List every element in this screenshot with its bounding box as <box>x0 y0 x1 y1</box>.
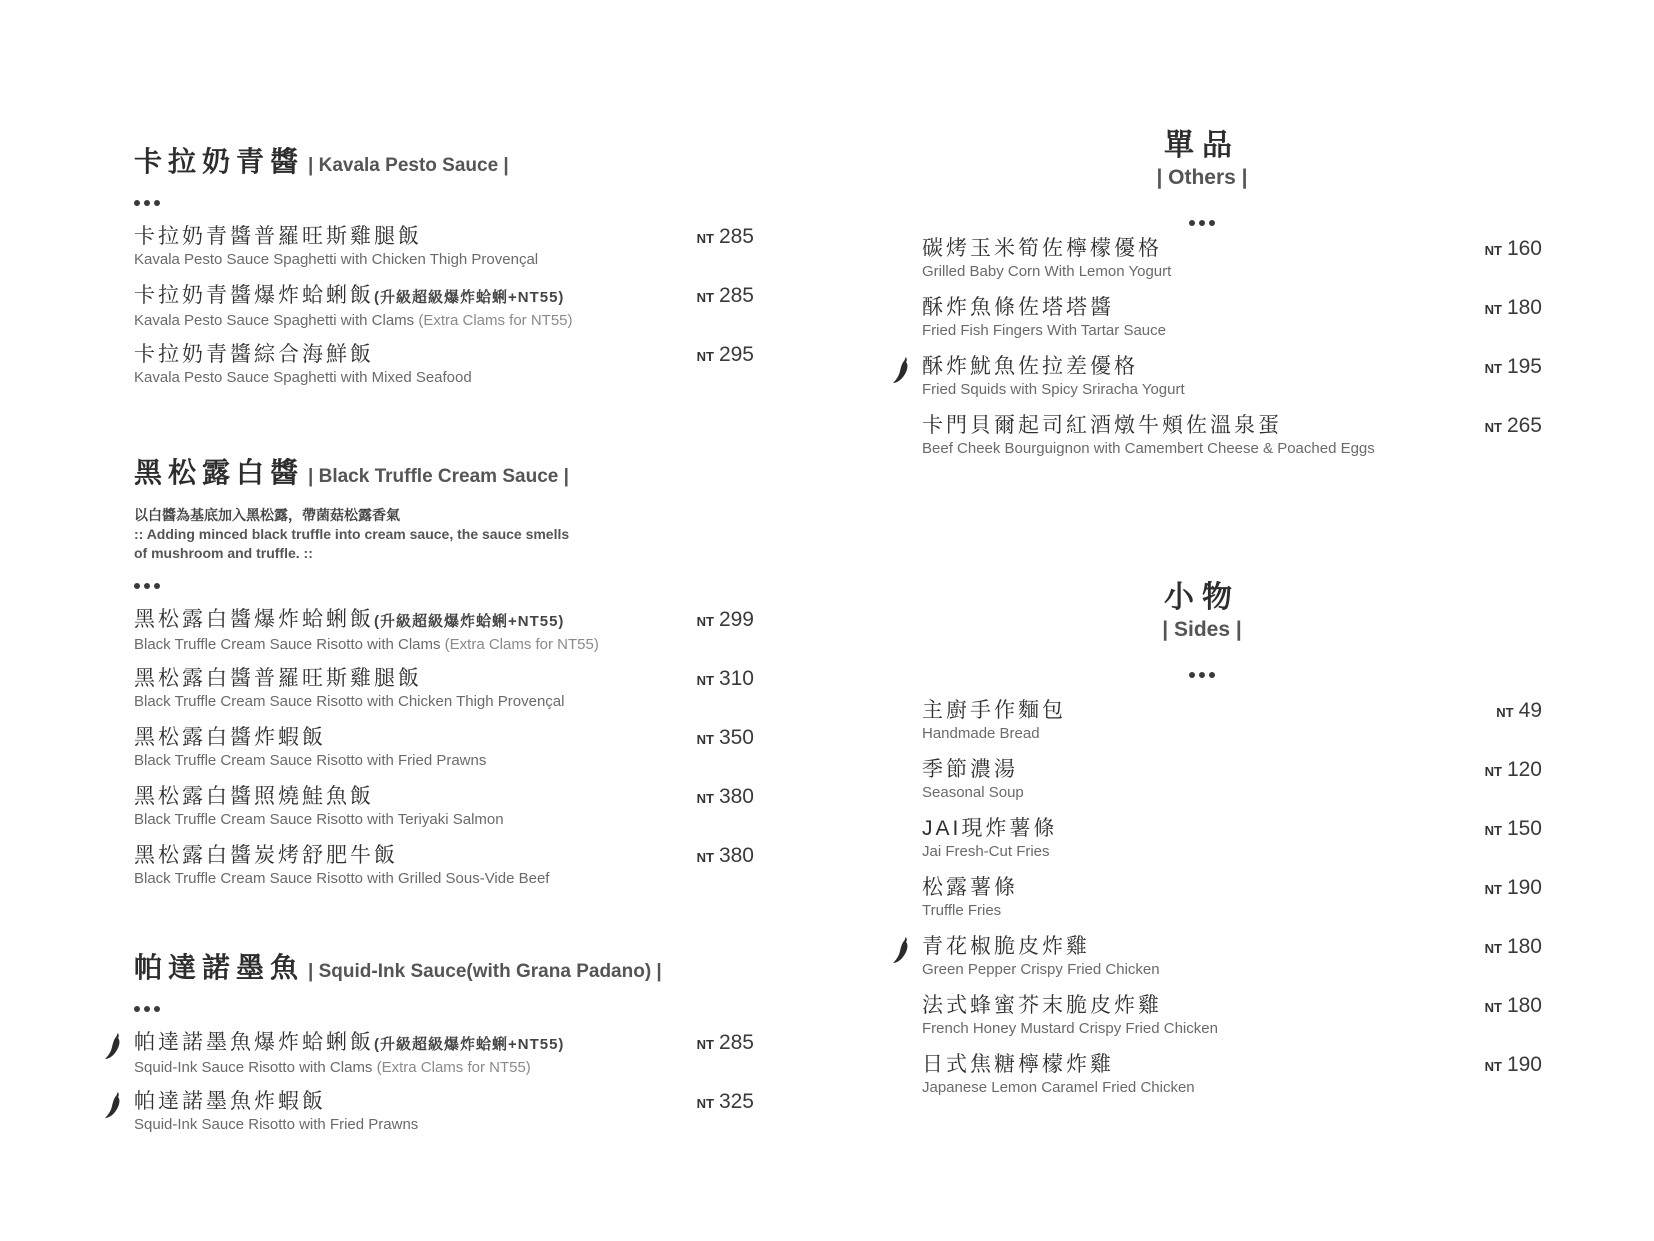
item-name-zh: 帕達諾墨魚炸蝦飯 <box>134 1090 326 1113</box>
menu-item[interactable] <box>134 784 754 843</box>
item-price: NT 285 <box>696 225 754 248</box>
item-price: NT 180 <box>1484 296 1542 319</box>
menu-item[interactable] <box>922 875 1542 934</box>
menu-item[interactable] <box>134 843 754 902</box>
menu-item[interactable] <box>134 1030 754 1089</box>
menu-item[interactable] <box>134 1089 754 1148</box>
section-title-zh: 單品 <box>1164 129 1240 162</box>
item-name-en: French Honey Mustard Crispy Fried Chicken <box>922 1020 1218 1037</box>
item-name-en: Black Truffle Cream Sauce Risotto with Fried Prawns <box>134 752 487 769</box>
menu-item[interactable] <box>922 236 1542 295</box>
item-upgrade-note-zh: (升級超級爆炸蛤蜊+NT55) <box>374 613 565 630</box>
item-name-en: Seasonal Soup <box>922 784 1024 801</box>
item-price: NT 285 <box>696 284 754 307</box>
item-name-en: Green Pepper Crispy Fried Chicken <box>922 961 1160 978</box>
ellipsis-divider <box>134 198 754 208</box>
item-upgrade-note-en: (Extra Clams for NT55) <box>418 312 573 329</box>
item-name-zh: JAI現炸薯條 <box>922 817 1058 840</box>
item-name-en: Kavala Pesto Sauce Spaghetti with Chicken Thigh Provençal <box>134 251 539 268</box>
menu-item[interactable] <box>922 816 1542 875</box>
item-price: NT 350 <box>696 726 754 749</box>
item-name-en: Kavala Pesto Sauce Spaghetti with Clams <box>134 312 419 329</box>
menu-item[interactable] <box>922 354 1542 413</box>
section-heading <box>1002 572 1402 642</box>
item-price: NT 190 <box>1484 1053 1542 1076</box>
item-name-zh: 帕達諾墨魚爆炸蛤蜊飯 <box>134 1031 374 1054</box>
chili-spicy-icon <box>892 356 912 384</box>
item-price: NT 325 <box>696 1090 754 1113</box>
item-name-en: Black Truffle Cream Sauce Risotto with Chicken Thigh Provençal <box>134 693 565 710</box>
item-price: NT 49 <box>1496 699 1542 722</box>
item-name-en: Black Truffle Cream Sauce Risotto with Teriyaki Salmon <box>134 811 504 828</box>
section-title-zh: 小物 <box>1164 581 1240 614</box>
item-name-en: Truffle Fries <box>922 902 1002 919</box>
item-price: NT 120 <box>1484 758 1542 781</box>
section-title-zh: 黑松露白醬 <box>134 457 305 488</box>
left-column <box>134 140 754 1148</box>
item-name-zh: 卡門貝爾起司紅酒燉牛頰佐溫泉蛋 <box>922 414 1282 437</box>
item-name-en: Fried Fish Fingers With Tartar Sauce <box>922 322 1166 339</box>
item-upgrade-note-zh: (升級超級爆炸蛤蜊+NT55) <box>374 289 565 306</box>
menu-item[interactable] <box>922 1052 1542 1111</box>
item-price: NT 299 <box>696 608 754 631</box>
item-name-en: Kavala Pesto Sauce Spaghetti with Mixed Seafood <box>134 369 472 386</box>
menu-item[interactable] <box>922 413 1542 472</box>
item-name-zh: 法式蜂蜜芥末脆皮炸雞 <box>922 994 1162 1017</box>
item-name-en: Black Truffle Cream Sauce Risotto with Clams <box>134 636 445 653</box>
section-kavala-pesto <box>134 140 754 401</box>
item-name-zh: 卡拉奶青醬綜合海鮮飯 <box>134 343 374 366</box>
item-price: NT 295 <box>696 343 754 366</box>
chili-spicy-icon <box>104 1032 124 1060</box>
section-title-zh: 帕達諾墨魚 <box>134 952 305 983</box>
menu-item[interactable] <box>134 666 754 725</box>
item-name-en: Fried Squids with Spicy Sriracha Yogurt <box>922 381 1185 398</box>
item-name-zh: 碳烤玉米筍佐檸檬優格 <box>922 237 1162 260</box>
ellipsis-divider <box>1002 670 1402 680</box>
ellipsis-divider <box>1002 218 1402 228</box>
item-price: NT 380 <box>696 844 754 867</box>
item-upgrade-note-zh: (升級超級爆炸蛤蜊+NT55) <box>374 1036 565 1053</box>
section-squid-ink <box>134 946 754 1148</box>
item-price: NT 190 <box>1484 876 1542 899</box>
section-title-en: | Sides | <box>1162 618 1242 641</box>
menu-item[interactable] <box>134 224 754 283</box>
item-price: NT 180 <box>1484 935 1542 958</box>
section-heading <box>134 451 754 491</box>
chili-spicy-icon <box>892 936 912 964</box>
item-name-en: Squid-Ink Sauce Risotto with Clams <box>134 1059 377 1076</box>
item-name-zh: 主廚手作麵包 <box>922 699 1066 722</box>
section-heading <box>1002 120 1402 190</box>
section-title-en: | Squid-Ink Sauce(with Grana Padano) | <box>308 961 662 982</box>
section-title-en: | Black Truffle Cream Sauce | <box>308 466 569 487</box>
ellipsis-divider <box>134 581 754 591</box>
section-title-zh: 卡拉奶青醬 <box>134 146 305 177</box>
item-price: NT 310 <box>696 667 754 690</box>
item-price: NT 150 <box>1484 817 1542 840</box>
item-price: NT 380 <box>696 785 754 808</box>
item-price: NT 180 <box>1484 994 1542 1017</box>
item-upgrade-note-en: (Extra Clams for NT55) <box>376 1059 531 1076</box>
item-name-en: Handmade Bread <box>922 725 1040 742</box>
item-name-zh: 黑松露白醬爆炸蛤蜊飯 <box>134 608 374 631</box>
item-name-zh: 季節濃湯 <box>922 758 1018 781</box>
menu-item[interactable] <box>134 342 754 401</box>
menu-item[interactable] <box>922 295 1542 354</box>
section-heading <box>134 946 754 986</box>
menu-item[interactable] <box>134 607 754 666</box>
section-description-zh: 以白醬為基底加入黑松露，帶菌菇松露香氣 <box>134 507 400 523</box>
ellipsis-divider <box>134 1004 754 1014</box>
item-price: NT 195 <box>1484 355 1542 378</box>
menu-item[interactable] <box>922 698 1542 757</box>
item-name-en: Grilled Baby Corn With Lemon Yogurt <box>922 263 1172 280</box>
item-name-en: Squid-Ink Sauce Risotto with Fried Prawns <box>134 1116 419 1133</box>
item-name-zh: 黑松露白醬炭烤舒肥牛飯 <box>134 844 398 867</box>
item-name-zh: 酥炸魷魚佐拉差優格 <box>922 355 1138 378</box>
item-name-en: Jai Fresh-Cut Fries <box>922 843 1050 860</box>
item-name-zh: 黑松露白醬照燒鮭魚飯 <box>134 785 374 808</box>
item-price: NT 265 <box>1484 414 1542 437</box>
item-name-zh: 酥炸魚條佐塔塔醬 <box>922 296 1114 319</box>
item-name-zh: 卡拉奶青醬普羅旺斯雞腿飯 <box>134 225 422 248</box>
item-price: NT 160 <box>1484 237 1542 260</box>
item-upgrade-note-en: (Extra Clams for NT55) <box>444 636 599 653</box>
section-title-en: | Kavala Pesto Sauce | <box>308 155 509 176</box>
menu-item[interactable] <box>922 993 1542 1052</box>
right-column <box>922 120 1542 1111</box>
menu-item[interactable] <box>922 934 1542 993</box>
section-title-en: | Others | <box>1156 166 1248 189</box>
item-name-zh: 青花椒脆皮炸雞 <box>922 935 1090 958</box>
item-name-zh: 卡拉奶青醬爆炸蛤蜊飯 <box>134 284 374 307</box>
item-name-en: Japanese Lemon Caramel Fried Chicken <box>922 1079 1195 1096</box>
section-description-en: :: Adding minced black truffle into cream sauce, the sauce smells of mushroom and truffle. :: <box>134 526 570 561</box>
chili-spicy-icon <box>104 1091 124 1119</box>
item-name-zh: 黑松露白醬炸蝦飯 <box>134 726 326 749</box>
item-name-en: Beef Cheek Bourguignon with Camembert Cheese & Poached Eggs <box>922 440 1375 457</box>
menu-item[interactable] <box>922 757 1542 816</box>
menu-item[interactable] <box>134 283 754 342</box>
item-name-zh: 黑松露白醬普羅旺斯雞腿飯 <box>134 667 422 690</box>
section-heading <box>134 140 754 180</box>
menu-item[interactable] <box>134 725 754 784</box>
item-name-zh: 松露薯條 <box>922 876 1018 899</box>
section-sides <box>922 572 1542 1111</box>
item-name-zh: 日式焦糖檸檬炸雞 <box>922 1053 1114 1076</box>
item-price: NT 285 <box>696 1031 754 1054</box>
section-others <box>922 120 1542 472</box>
section-black-truffle <box>134 451 754 902</box>
item-name-en: Black Truffle Cream Sauce Risotto with Grilled Sous-Vide Beef <box>134 870 550 887</box>
